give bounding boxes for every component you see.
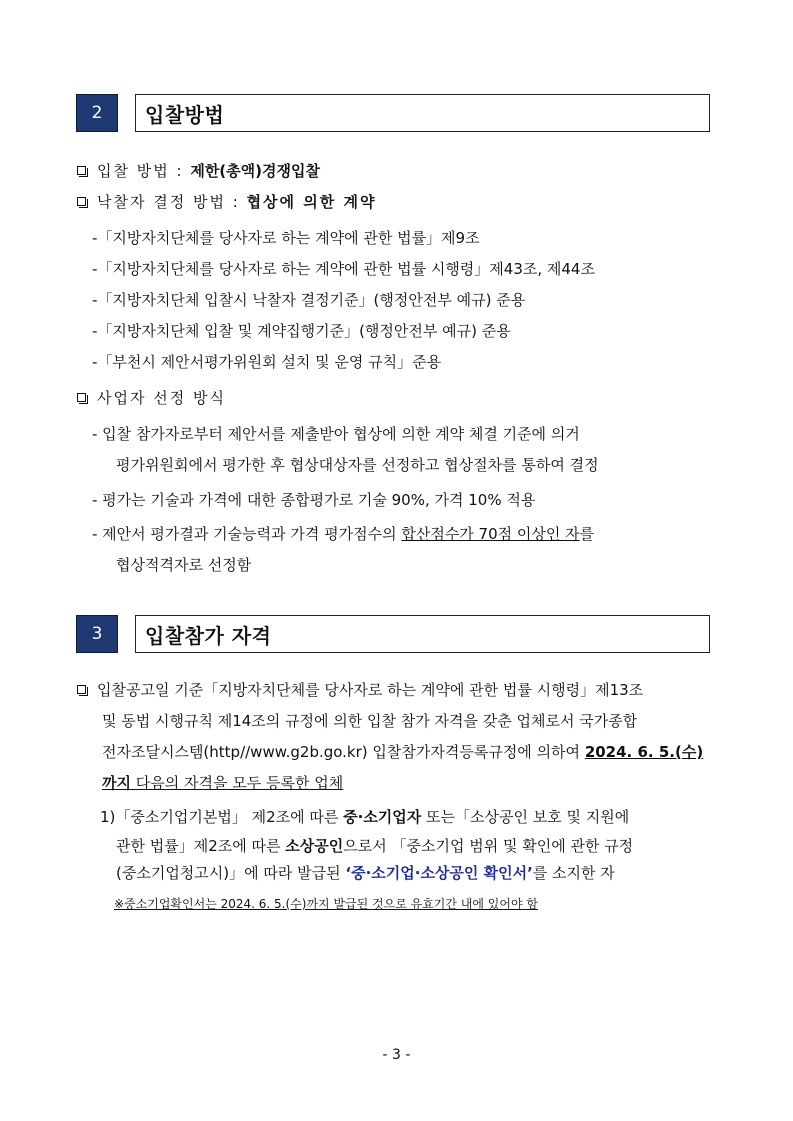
qualification-item-cont: 관한 법률」제2조에 따른 소상공인으로서 「중소기업 범위 및 확인에 관한 규정 — [116, 837, 634, 855]
qualification-para: 입찰공고일 기준「지방자치단체를 당사자로 하는 계약에 관한 법률 시행령」제13조 — [77, 680, 643, 700]
section-title: 입찰참가 자격 — [135, 615, 710, 653]
selection-item-cont: 평가위원회에서 평가한 후 협상대상자를 선정하고 협상절차를 통하여 결정 — [116, 456, 599, 474]
selection-item: - 제안서 평가결과 기술능력과 가격 평가점수의 합산점수가 70점 이상인 자를 — [92, 525, 595, 543]
section-number: 3 — [76, 615, 118, 653]
section-number: 2 — [76, 94, 118, 132]
deadline-date: 2024. 6. 5.(수) — [584, 743, 704, 761]
qualification-para-cont: 및 동법 시행규칙 제14조의 규정에 의한 입찰 참가 자격을 갖춘 업체로서 국가종합 — [102, 712, 638, 730]
section-2-header — [76, 94, 225, 132]
certificate-name: ‘중·소기업·소상공인 확인서’ — [345, 864, 533, 882]
selection-item: - 평가는 기술과 가격에 대한 종합평가로 기술 90%, 가격 10% 적용 — [92, 491, 536, 509]
square-bullet-icon — [77, 197, 86, 206]
law-item: -「지방자치단체 입찰 및 계약집행기준」(행정안전부 예규) 준용 — [92, 322, 511, 340]
qualification-item: 1)「중소기업기본법」 제2조에 따른 중·소기업자 또는「소상공인 보호 및 지원에 — [100, 808, 630, 826]
winner-method-line: 낙찰자 결정 방법 : 협상에 의한 계약 — [77, 192, 376, 212]
law-item: -「지방자치단체를 당사자로 하는 계약에 관한 법률 시행령」제43조, 제44조 — [92, 260, 595, 278]
qualification-para-cont: 까지 다음의 자격을 모두 등록한 업체 — [102, 774, 344, 792]
square-bullet-icon — [77, 685, 86, 694]
section-title: 입찰방법 — [135, 94, 710, 132]
square-bullet-icon — [77, 166, 86, 175]
note-line: ※중소기업확인서는 2024. 6. 5.(수)까지 발급된 것으로 유효기간 내에 있어야 함 — [114, 897, 538, 911]
selection-title-line: 사업자 선정 방식 — [77, 388, 226, 408]
page-number: - 3 - — [382, 1047, 411, 1063]
selection-item: - 입찰 참가자로부터 제안서를 제출받아 협상에 의한 계약 체결 기준에 의거 — [92, 425, 580, 443]
selection-item-cont: 협상적격자로 선정함 — [116, 556, 252, 574]
law-item: -「지방자치단체 입찰시 낙찰자 결정기준」(행정안전부 예규) 준용 — [92, 291, 526, 309]
section-3-header — [76, 615, 272, 653]
square-bullet-icon — [77, 393, 86, 402]
winner-method-value: 협상에 의한 계약 — [246, 193, 377, 211]
qualification-para-cont: 전자조달시스템(http//www.g2b.go.kr) 입찰참가자격등록규정에 의하여 2024. 6. 5.(수) — [102, 743, 704, 761]
law-item: -「지방자치단체를 당사자로 하는 계약에 관한 법률」제9조 — [92, 229, 480, 247]
qualification-item-cont: (중소기업청고시)」에 따라 발급된 ‘중·소기업·소상공인 확인서’를 소지한 자 — [116, 864, 615, 882]
bid-method-value: 제한(총액)경쟁입찰 — [190, 162, 320, 180]
underlined-threshold: 합산점수가 70점 이상인 자 — [401, 525, 580, 543]
bid-method-line: 입찰 방법 : 제한(총액)경쟁입찰 — [77, 161, 320, 181]
law-item: -「부천시 제안서평가위원회 설치 및 운영 규칙」준용 — [92, 353, 442, 371]
